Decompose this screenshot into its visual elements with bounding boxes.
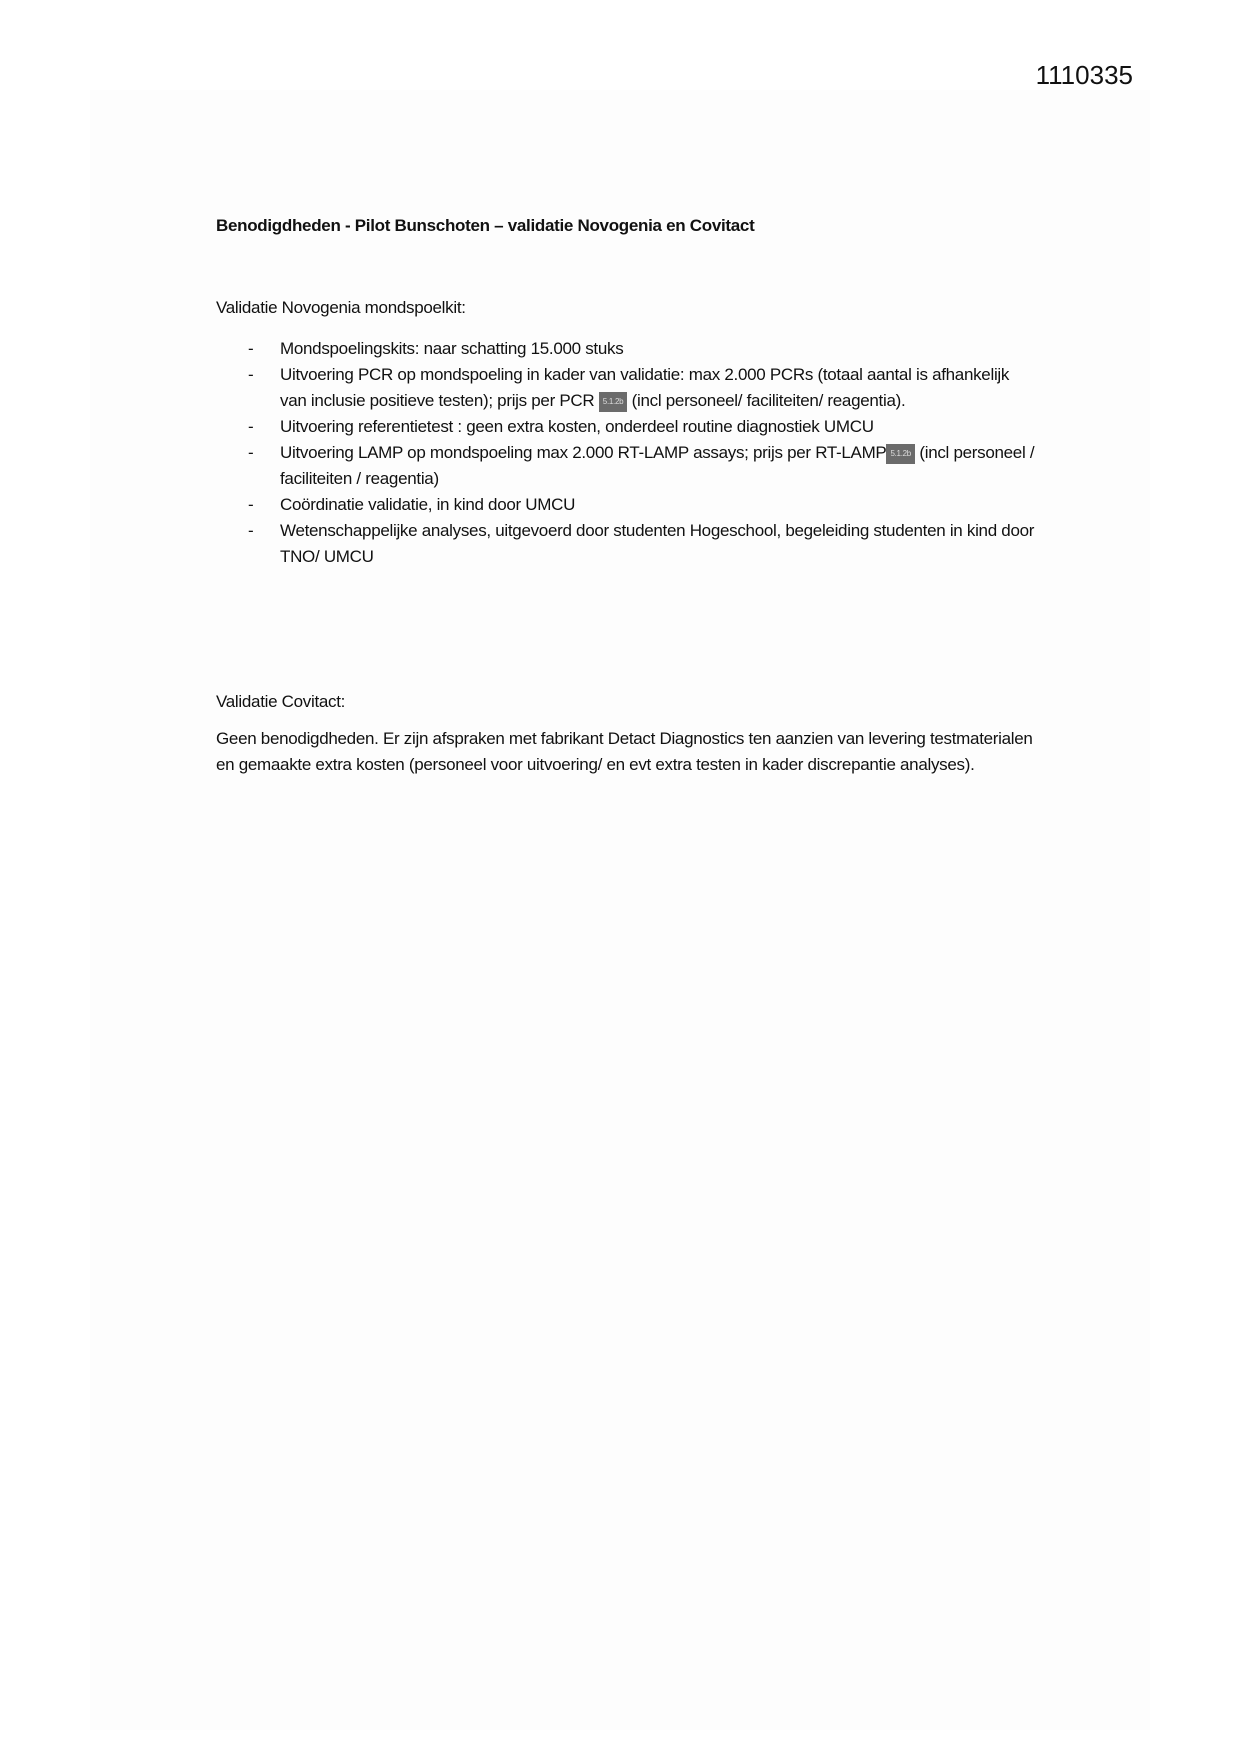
requirements-list: [216, 336, 1036, 570]
bullet: -: [248, 365, 254, 384]
item-text: Uitvoering PCR op mondspoeling in kader van validatie: max 2.000 PCRs (totaal aantal is afhankelijk van inclusie positieve testen); prijs per PCR: [280, 365, 1010, 410]
list-item: [216, 362, 1036, 414]
document-title: Benodigdheden - Pilot Bunschoten – validatie Novogenia en Covitact: [216, 216, 755, 235]
bullet: -: [248, 495, 254, 514]
bullet: -: [248, 443, 254, 462]
bullet: -: [248, 339, 254, 358]
item-text: Coördinatie validatie, in kind door UMCU: [280, 495, 576, 514]
list-item: [216, 336, 1036, 362]
bullet: -: [248, 521, 254, 540]
list-item: [216, 414, 1036, 440]
redaction-box: 5.1.2b: [599, 392, 627, 412]
item-text: (incl personeel/ faciliteiten/ reagentia).: [627, 391, 906, 410]
covitact-paragraph: Geen benodigdheden. Er zijn afspraken met fabrikant Detact Diagnostics ten aanzien van levering testmaterialen en gemaakte extra kosten (personeel voor uitvoering/ en evt extra testen in kader discrepantie analyses).: [216, 729, 1033, 774]
item-text: Wetenschappelijke analyses, uitgevoerd door studenten Hogeschool, begeleiding studenten in kind door TNO/ UMCU: [280, 521, 1035, 566]
redaction-box: 5.1.2b: [886, 444, 914, 464]
item-text: Mondspoelingskits: naar schatting 15.000 stuks: [280, 339, 624, 358]
list-item: [216, 518, 1036, 570]
document-number: 1110335: [1035, 60, 1133, 90]
item-text: Uitvoering referentietest : geen extra kosten, onderdeel routine diagnostiek UMCU: [280, 417, 874, 436]
bullet: -: [248, 417, 254, 436]
section-heading-novogenia: Validatie Novogenia mondspoelkit:: [216, 298, 466, 317]
list-item: [216, 492, 1036, 518]
list-item: [216, 440, 1036, 492]
section-heading-covitact: Validatie Covitact:: [216, 692, 346, 711]
item-text: Uitvoering LAMP op mondspoeling max 2.000 RT-LAMP assays; prijs per RT-LAMP: [280, 443, 887, 462]
item-text: (incl personeel / faciliteiten / reagentia): [280, 443, 1035, 488]
